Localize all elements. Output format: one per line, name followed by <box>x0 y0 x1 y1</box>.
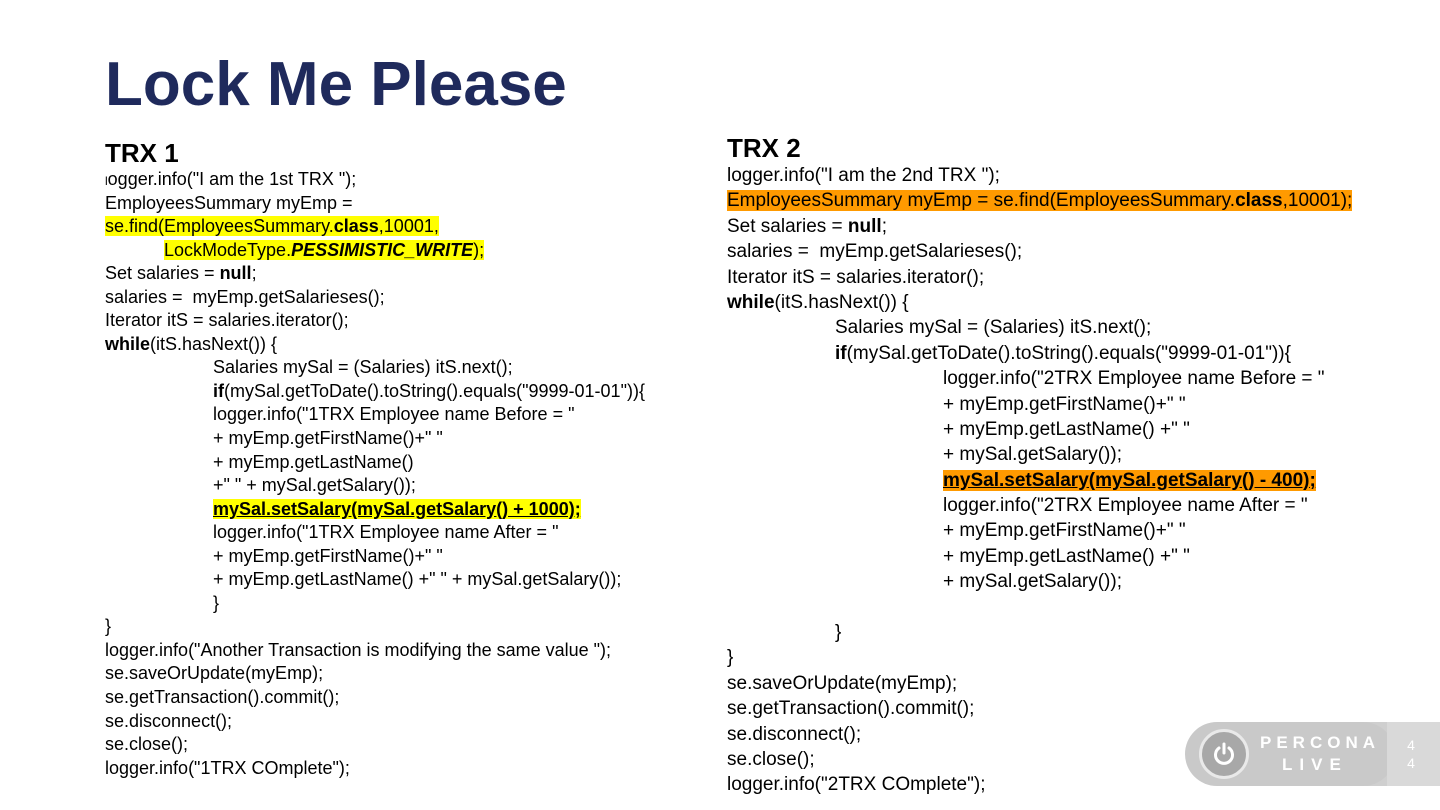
trx2-code-line <box>727 239 1352 264</box>
trx1-code-line <box>105 192 645 216</box>
trx1-code-token: while <box>105 333 151 354</box>
trx1-code-token: salaries = myEmp.getSalarieses(); <box>105 286 385 307</box>
trx1-code-token: se.close(); <box>105 734 189 755</box>
trx2-code-line <box>727 671 1352 696</box>
trx2-code-line <box>727 290 1352 315</box>
trx1-code-line <box>105 262 645 286</box>
brand-live: LIVE <box>1282 755 1348 774</box>
trx1-code-line <box>105 615 645 639</box>
trx1-code-token: class <box>333 216 379 237</box>
slide-title: Lock Me Please <box>105 50 567 119</box>
trx2-code-token: while <box>727 291 775 313</box>
trx2-code-column <box>727 133 1352 798</box>
trx1-code-token: se.getTransaction().commit(); <box>105 687 340 708</box>
trx1-code-line <box>105 498 645 522</box>
trx1-code-token: + myEmp.getFirstName()+" " <box>213 545 443 566</box>
trx1-code-line <box>105 286 645 310</box>
trx2-code-token: EmployeesSummary myEmp = se.find(EmployeesSummary. <box>727 190 1236 212</box>
trx1-code-token: mySal.setSalary(mySal.getSalary() + 1000); <box>213 498 581 519</box>
trx1-code-token: (mySal.getToDate().toString().equals("9999-01-01")){ <box>224 380 645 401</box>
trx1-code-token: Iterator itS = salaries.iterator(); <box>105 310 349 331</box>
trx2-code-token: if <box>835 342 847 364</box>
trx1-code-line <box>105 521 645 545</box>
trx1-code-token: + myEmp.getFirstName()+" " <box>213 428 443 449</box>
trx2-code-token: se.getTransaction().commit(); <box>727 698 975 720</box>
trx2-code-line <box>727 468 1352 493</box>
trx1-code-token: ); <box>473 239 485 260</box>
trx2-heading: TRX 2 <box>727 133 801 163</box>
trx2-code-token: logger.info("2TRX Employee name Before = " <box>943 368 1325 390</box>
trx2-code-token: logger.info("2TRX COmplete"); <box>727 774 986 796</box>
trx1-code-token: logger.info("1TRX Employee name After = " <box>213 522 559 543</box>
trx1-code-line <box>105 639 645 663</box>
trx2-code-token: salaries = myEmp.getSalarieses(); <box>727 241 1023 263</box>
trx1-code-token: Salaries mySal = (Salaries) itS.next(); <box>213 357 513 378</box>
trx1-code-token: } <box>105 616 112 637</box>
trx1-code-line <box>105 427 645 451</box>
trx1-code-token: l <box>105 174 108 188</box>
trx1-code-block <box>105 168 645 780</box>
trx1-code-token: +" " + mySal.getSalary()); <box>213 475 416 496</box>
trx2-code-token: mySal.setSalary(mySal.getSalary() - 400); <box>943 469 1316 491</box>
power-icon <box>1199 729 1249 779</box>
trx2-code-line <box>727 341 1352 366</box>
trx2-code-token: ,10001); <box>1282 190 1353 212</box>
trx1-code-line <box>105 333 645 357</box>
trx2-code-token: } <box>727 647 734 669</box>
trx2-code-line <box>727 163 1352 188</box>
trx1-code-token: (itS.hasNext()) { <box>150 333 278 354</box>
trx2-code-line <box>727 696 1352 721</box>
brand-percona: PERCONA <box>1260 733 1381 752</box>
page-number-box <box>1387 722 1440 786</box>
trx2-code-token: null <box>847 215 882 237</box>
trx1-code-line <box>105 757 645 781</box>
trx2-code-token: (mySal.getToDate().toString().equals("9999-01-01")){ <box>846 342 1291 364</box>
trx2-code-line <box>727 595 1352 620</box>
trx1-code-line <box>105 309 645 333</box>
trx1-code-line <box>105 545 645 569</box>
trx2-code-token: } <box>835 622 842 644</box>
trx2-code-line <box>727 645 1352 670</box>
trx2-code-token: ; <box>881 215 887 237</box>
trx2-code-token: se.disconnect(); <box>727 723 862 745</box>
trx2-code-token: Iterator itS = salaries.iterator(); <box>727 266 985 288</box>
trx2-code-token: Salaries mySal = (Salaries) itS.next(); <box>835 317 1152 339</box>
trx2-code-line <box>727 620 1352 645</box>
trx2-code-line <box>727 493 1352 518</box>
trx2-code-line <box>727 315 1352 340</box>
percona-live-footer <box>1185 722 1440 788</box>
trx2-code-line <box>727 392 1352 417</box>
trx2-code-token: + myEmp.getFirstName()+" " <box>943 520 1186 542</box>
trx1-code-line <box>105 592 645 616</box>
trx2-code-line <box>727 366 1352 391</box>
page-number: 44 <box>1407 737 1415 771</box>
trx1-code-token: null <box>219 263 252 284</box>
trx1-code-column <box>105 138 645 780</box>
trx1-code-token: ; <box>251 263 257 284</box>
trx2-code-block <box>727 163 1352 798</box>
trx2-code-token: + myEmp.getLastName() +" " <box>943 545 1190 567</box>
trx1-code-line <box>105 474 645 498</box>
trx1-code-token: logger.info("1TRX Employee name Before = " <box>213 404 575 425</box>
trx1-code-line <box>105 215 645 239</box>
trx1-code-token: PESSIMISTIC_WRITE <box>291 239 474 260</box>
trx1-code-token: Set salaries = <box>105 263 220 284</box>
trx1-code-line <box>105 356 645 380</box>
trx2-code-token: + myEmp.getLastName() +" " <box>943 418 1190 440</box>
trx1-code-token: logger.info("Another Transaction is modifying the same value "); <box>105 639 612 660</box>
trx2-code-token: (itS.hasNext()) { <box>774 291 909 313</box>
trx2-code-line <box>727 544 1352 569</box>
trx2-code-token: se.saveOrUpdate(myEmp); <box>727 672 958 694</box>
trx1-code-token: se.disconnect(); <box>105 710 233 731</box>
trx1-code-line <box>105 168 645 192</box>
trx2-code-token: + myEmp.getFirstName()+" " <box>943 393 1186 415</box>
trx2-code-line <box>727 417 1352 442</box>
trx1-code-line <box>105 733 645 757</box>
trx2-code-token: class <box>1235 190 1283 212</box>
trx2-code-line <box>727 442 1352 467</box>
trx2-code-line <box>727 188 1352 213</box>
trx1-code-line <box>105 662 645 686</box>
percona-live-logo <box>1185 722 1395 786</box>
trx1-code-token: + myEmp.getLastName() <box>213 451 414 472</box>
trx1-code-token: if <box>213 380 224 401</box>
trx1-code-line <box>105 403 645 427</box>
trx1-code-token: + myEmp.getLastName() +" " + mySal.getSalary()); <box>213 569 622 590</box>
trx1-code-token: se.saveOrUpdate(myEmp); <box>105 663 324 684</box>
trx1-heading: TRX 1 <box>105 138 179 168</box>
trx2-code-token: logger.info("2TRX Employee name After = " <box>943 495 1308 517</box>
trx1-code-line <box>105 710 645 734</box>
trx1-code-token: EmployeesSummary myEmp = <box>105 192 353 213</box>
trx2-code-line <box>727 518 1352 543</box>
trx1-code-token: se.find(EmployeesSummary. <box>105 216 334 237</box>
trx1-code-token: ,10001, <box>378 216 439 237</box>
trx1-code-line <box>105 686 645 710</box>
trx2-code-token: + mySal.getSalary()); <box>943 571 1122 593</box>
trx1-code-line <box>105 239 645 263</box>
trx2-code-line <box>727 265 1352 290</box>
trx1-code-line <box>105 568 645 592</box>
trx1-code-token: logger.info("1TRX COmplete"); <box>105 757 350 778</box>
trx1-code-token: ogger.info("I am the 1st TRX "); <box>107 169 357 189</box>
trx1-code-line <box>105 451 645 475</box>
trx1-code-token: LockModeType. <box>164 239 292 260</box>
trx1-code-token: } <box>213 592 220 613</box>
trx2-code-token: se.close(); <box>727 748 815 770</box>
trx1-code-line <box>105 380 645 404</box>
trx2-code-line <box>727 569 1352 594</box>
trx2-code-token: + mySal.getSalary()); <box>943 444 1122 466</box>
trx2-code-line <box>727 214 1352 239</box>
trx2-code-token: Set salaries = <box>727 215 848 237</box>
trx2-code-token: logger.info("I am the 2nd TRX "); <box>727 165 1000 186</box>
